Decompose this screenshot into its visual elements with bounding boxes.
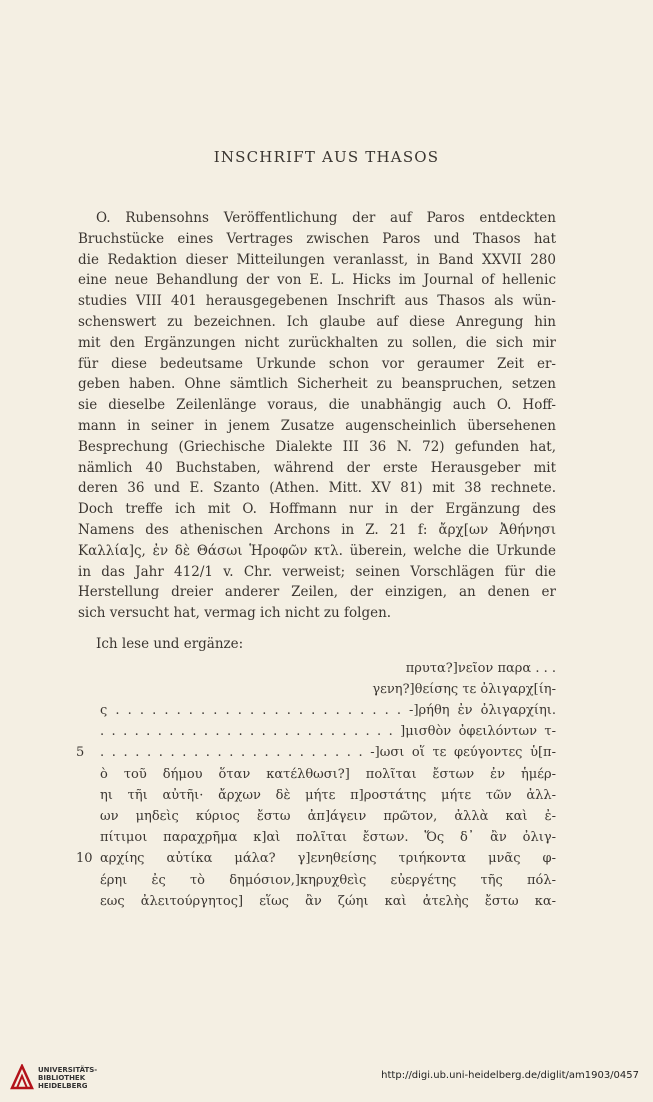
page-title: INSCHRIFT AUS THASOS xyxy=(213,148,440,166)
paragraph-line: Namens des athenischen Archons in Z. 21 f: ἄρχ[ων Ἀθήνησι xyxy=(78,521,556,538)
paragraph-line: O. Rubensohns Veröffentlichung der auf Paros entdeckten xyxy=(96,210,556,226)
inscription-line-text: . . . . . . . . . . . . . . . . . . . . . . . . . . ]μισθὸν ὀφειλόντων τ- xyxy=(100,724,556,740)
inscription-line-text: γενη?]θείσης τε ὀλιγαρχ[ίη- xyxy=(372,681,556,697)
document-body xyxy=(78,208,556,913)
main-paragraph xyxy=(78,208,556,624)
library-name-line: UNIVERSITÄTS- xyxy=(38,1066,98,1074)
inscription-line xyxy=(78,680,556,701)
inscription-line xyxy=(78,786,556,807)
paragraph-line: Besprechung (Griechische Dialekte III 36 N. 72) gefunden hat, xyxy=(78,438,556,455)
paragraph-line: mann in seiner in jenem Zusatze augenscheinlich übersehenen xyxy=(78,417,556,434)
inscription-line xyxy=(78,722,556,743)
line-number: 10 xyxy=(76,851,93,867)
inscription-line xyxy=(78,849,556,870)
paragraph-line: in das Jahr 412/1 v. Chr. verweist; seinen Vorschlägen für die xyxy=(78,563,556,580)
paragraph-line: Bruchstücke eines Vertrages zwischen Paros und Thasos hat xyxy=(78,230,556,247)
inscription-line xyxy=(78,892,556,913)
inscription-line-text: ηι τῆι αὐτῆι· ἄρχων δὲ μήτε π]ροστάτης μήτε τῶν ἀλλ- xyxy=(100,787,556,803)
inscription-line-text: πίτιμοι παραχρῆμα κ]αὶ πολῖται ἔστων. Ὅς δ᾽ ἂν ὀλιγ- xyxy=(100,830,556,846)
inscription-line-text: εως ἀλειτούργητος] εἵως ἂν ζώηι καὶ ἀτελὴς ἔστω κα- xyxy=(100,893,556,909)
line-number: 5 xyxy=(76,745,85,761)
inscription-line-text: ὸ τοῦ δήμου ὅταν κατέλθωσι?] πολῖται ἔστων ἐν ἡμέρ- xyxy=(100,766,556,782)
paragraph-line: studies VIII 401 herausgegebenen Inschrift aus Thasos als wün- xyxy=(78,293,556,310)
university-library-logo-icon xyxy=(10,1064,34,1090)
inscription-line xyxy=(78,807,556,828)
paragraph-line: sich versucht hat, vermag ich nicht zu folgen. xyxy=(78,605,392,622)
paragraph-line: nämlich 40 Buchstaben, während der erste Herausgeber mit xyxy=(78,459,556,476)
library-name-line: HEIDELBERG xyxy=(38,1082,88,1090)
paragraph-line: Καλλία]ς, ἐν δὲ Θάσωι Ἡροφῶν κτλ. überein, welche die Urkunde xyxy=(78,542,556,559)
paragraph-line: geben haben. Ohne sämtlich Sicherheit zu beanspruchen, setzen xyxy=(78,376,556,393)
paragraph-line: die Redaktion dieser Mitteilungen veranlasst, in Band XXVII 280 xyxy=(78,251,556,268)
inscription-text xyxy=(78,659,556,913)
library-name xyxy=(38,1066,97,1090)
inscription-line-text: αρχίης αὐτίκα μάλα? γ]ενηθείσης τριήκοντα μνᾶς φ- xyxy=(100,851,556,867)
paragraph-line: für diese bedeutsame Urkunde schon vor geraumer Zeit er- xyxy=(78,355,556,372)
inscription-line xyxy=(78,828,556,849)
paragraph-line: deren 36 und E. Szanto (Athen. Mitt. XV 81) mit 38 rechnete. xyxy=(78,480,556,497)
inscription-line-text: έρηι ἐς τὸ δημόσιον,]κηρυχθεὶς εὐεργέτης τῆς πόλ- xyxy=(100,872,556,888)
inscription-line-text: ων μηδεὶς κύριος ἔστω ἀπ]άγειν πρῶτον, ἀλλὰ καὶ ἐ- xyxy=(100,809,556,825)
paragraph-line: schenswert zu bezeichnen. Ich glaube auf diese Anregung hin xyxy=(78,313,556,330)
inscription-line xyxy=(78,871,556,892)
inscription-line xyxy=(78,765,556,786)
paragraph-line: Doch treffe ich mit O. Hoffmann nur in der Ergänzung des xyxy=(78,501,556,518)
paragraph-line: sie dieselbe Zeilenlänge voraus, die unabhängig auch O. Hoff- xyxy=(78,397,556,414)
inscription-line-text: πρυτα?]νεῖον παρα . . . xyxy=(405,660,556,676)
inscription-line xyxy=(78,659,556,680)
intro-line: Ich lese und ergänze: xyxy=(96,635,244,652)
source-url-link[interactable]: http://digi.ub.uni-heidelberg.de/diglit/am1903/0457 xyxy=(381,1070,639,1081)
footer xyxy=(0,1054,653,1102)
inscription-line xyxy=(78,743,556,764)
inscription-line-text: ς . . . . . . . . . . . . . . . . . . . . . . . . -]ρήθη ἐν ὀλιγαρχίηι. xyxy=(100,703,556,719)
inscription-line-text: . . . . . . . . . . . . . . . . . . . . . . . -]ωσι οἵ τε φεύγοντες ὑ[π- xyxy=(100,745,556,761)
paragraph-line: Herstellung dreier anderer Zeilen, der einzigen, an denen er xyxy=(78,584,556,601)
library-name-line: BIBLIOTHEK xyxy=(38,1074,86,1082)
inscription-line xyxy=(78,701,556,722)
paragraph-line: mit den Ergänzungen nicht zurückhalten zu sollen, die sich mir xyxy=(78,334,556,351)
paragraph-line: eine neue Behandlung der von E. L. Hicks im Journal of hellenic xyxy=(78,272,556,289)
